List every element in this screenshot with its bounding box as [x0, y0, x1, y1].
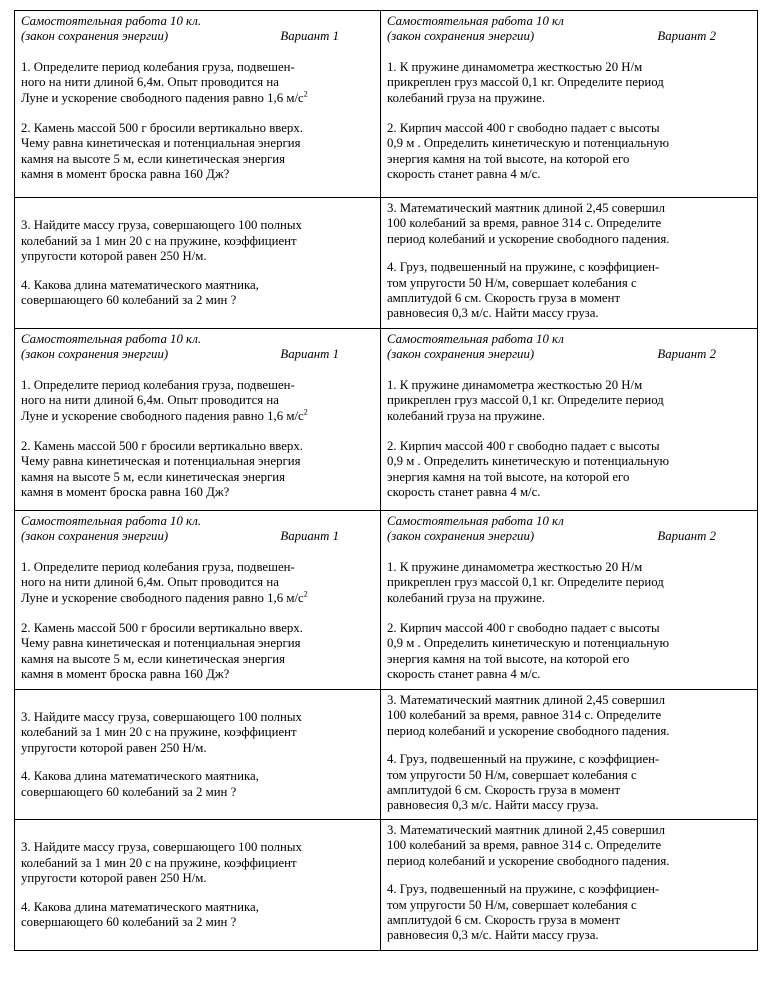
question-3: 3. Найдите массу груза, совершающего 100 полных колебаний за 1 мин 20 с на пружине, коэффициент упругости которой равен 250 Н/м.: [21, 840, 302, 886]
variant-label: Вариант 1: [280, 529, 339, 544]
card-title: Самостоятельная работа 10 кл: [387, 14, 564, 28]
question-4: 4. Груз, подвешенный на пружине, с коэффициен- том упругости 50 Н/м, совершает колебания с амплитудой 6 см. Скорость груза в момент равновесия 0,3 м/с. Найти массу груза.: [387, 260, 660, 321]
card-title: Самостоятельная работа 10 кл: [387, 332, 564, 346]
variant-2-card-e: [381, 690, 758, 820]
card-header: [21, 332, 375, 363]
question-4: 4. Груз, подвешенный на пружине, с коэффициен- том упругости 50 Н/м, совершает колебания с амплитудой 6 см. Скорость груза в момент равновесия 0,3 м/с. Найти массу груза.: [387, 752, 660, 813]
variant-2-card-d: [381, 511, 758, 690]
card-header: [387, 332, 752, 363]
variant-label: Вариант 1: [280, 29, 339, 44]
table-row: [15, 820, 758, 951]
question-2: 2. Камень массой 500 г бросили вертикально вверх. Чему равна кинетическая и потенциальная энергия камня на высоте 5 м, если кинетическая энергия камня в момент броска равна 160 Дж?: [21, 121, 303, 182]
card-header: [387, 514, 752, 545]
question-1: 1. Определите период колебания груза, подвешен- ного на нити длиной 6,4м. Опыт проводится на Луне и ускорение свободного падения равно 1,6 $м/с^2$: [21, 559, 308, 605]
question-3: 3. Найдите массу груза, совершающего 100 полных колебаний за 1 мин 20 с на пружине, коэффициент упругости которой равен 250 Н/м.: [21, 218, 302, 264]
card-title: Самостоятельная работа 10 кл.: [21, 332, 202, 346]
card-title: Самостоятельная работа 10 кл.: [21, 14, 202, 28]
card-topic: (закон сохранения энергии): [21, 29, 169, 44]
question-2: 2. Кирпич массой 400 г свободно падает с высоты 0,9 м . Определить кинетическую и потенциальную энергия камня на той высоте, на которой его скорость станет равна 4 м/с.: [387, 621, 670, 682]
question-2: 2. Камень массой 500 г бросили вертикально вверх. Чему равна кинетическая и потенциальная энергия камня на высоте 5 м, если кинетическая энергия камня в момент броска равна 160 Дж?: [21, 439, 303, 500]
table-row: [15, 198, 758, 329]
card-topic: (закон сохранения энергии): [387, 29, 535, 44]
question-3: 3. Математический маятник длиной 2,45 совершил 100 колебаний за время, равное 314 с. Определите период колебаний и ускорение свободного падения.: [387, 823, 670, 868]
card-title: Самостоятельная работа 10 кл: [387, 514, 564, 528]
variant-label: Вариант 2: [657, 29, 716, 44]
question-4: 4. Груз, подвешенный на пружине, с коэффициен- том упругости 50 Н/м, совершает колебания с амплитудой 6 см. Скорость груза в момент равновесия 0,3 м/с. Найти массу груза.: [387, 882, 660, 943]
card-topic: (закон сохранения энергии): [387, 529, 535, 544]
variant-1-card-a: [15, 11, 381, 198]
table-row: [15, 11, 758, 198]
card-title: Самостоятельная работа 10 кл.: [21, 514, 202, 528]
card-topic: (закон сохранения энергии): [21, 529, 169, 544]
question-1: 1. Определите период колебания груза, подвешен- ного на нити длиной 6,4м. Опыт проводится на Луне и ускорение свободного падения равно 1,6 $м/с^2$: [21, 377, 308, 423]
variant-2-card-c: [381, 329, 758, 511]
question-4: 4. Какова длина математического маятника, совершающего 60 колебаний за 2 мин ?: [21, 899, 259, 930]
question-3: 3. Математический маятник длиной 2,45 совершил 100 колебаний за время, равное 314 с. Определите период колебаний и ускорение свободного падения.: [387, 201, 670, 246]
question-3: 3. Найдите массу груза, совершающего 100 полных колебаний за 1 мин 20 с на пружине, коэффициент упругости которой равен 250 Н/м.: [21, 709, 302, 755]
card-header: [21, 514, 375, 545]
variant-label: Вариант 2: [657, 529, 716, 544]
table-row: [15, 690, 758, 820]
variant-1-card-d: [15, 511, 381, 690]
card-header: [21, 14, 375, 45]
question-1: 1. К пружине динамометра жесткостью 20 Н/м прикреплен груз массой 0,1 кг. Определите период колебаний груза на пружине.: [387, 559, 664, 605]
variant-label: Вариант 2: [657, 347, 716, 362]
question-1: 1. К пружине динамометра жесткостью 20 Н/м прикреплен груз массой 0,1 кг. Определите период колебаний груза на пружине.: [387, 59, 664, 105]
question-4: 4. Какова длина математического маятника, совершающего 60 колебаний за 2 мин ?: [21, 277, 259, 308]
question-1: 1. Определите период колебания груза, подвешен- ного на нити длиной 6,4м. Опыт проводится на Луне и ускорение свободного падения равно 1,6 $м/с^2$: [21, 59, 308, 105]
card-topic: (закон сохранения энергии): [21, 347, 169, 362]
variant-2-card-b: [381, 198, 758, 329]
variant-2-card-f: [381, 820, 758, 951]
variant-1-card-c: [15, 329, 381, 511]
variant-2-card-a: [381, 11, 758, 198]
table-row: [15, 511, 758, 690]
question-2: 2. Кирпич массой 400 г свободно падает с высоты 0,9 м . Определить кинетическую и потенциальную энергия камня на той высоте, на которой его скорость станет равна 4 м/с.: [387, 121, 670, 182]
question-1: 1. К пружине динамометра жесткостью 20 Н/м прикреплен груз массой 0,1 кг. Определите период колебаний груза на пружине.: [387, 377, 664, 423]
variant-1-card-b: [15, 198, 381, 329]
variant-label: Вариант 1: [280, 347, 339, 362]
question-2: 2. Кирпич массой 400 г свободно падает с высоты 0,9 м . Определить кинетическую и потенциальную энергия камня на той высоте, на которой его скорость станет равна 4 м/с.: [387, 439, 670, 500]
question-3: 3. Математический маятник длиной 2,45 совершил 100 колебаний за время, равное 314 с. Определите период колебаний и ускорение свободного падения.: [387, 693, 670, 738]
variant-1-card-f: [15, 820, 381, 951]
card-header: [387, 14, 752, 45]
question-2: 2. Камень массой 500 г бросили вертикально вверх. Чему равна кинетическая и потенциальная энергия камня на высоте 5 м, если кинетическая энергия камня в момент броска равна 160 Дж?: [21, 621, 303, 682]
card-topic: (закон сохранения энергии): [387, 347, 535, 362]
question-4: 4. Какова длина математического маятника, совершающего 60 колебаний за 2 мин ?: [21, 769, 259, 799]
worksheet-table: [14, 10, 758, 951]
variant-1-card-e: [15, 690, 381, 820]
table-row: [15, 329, 758, 511]
